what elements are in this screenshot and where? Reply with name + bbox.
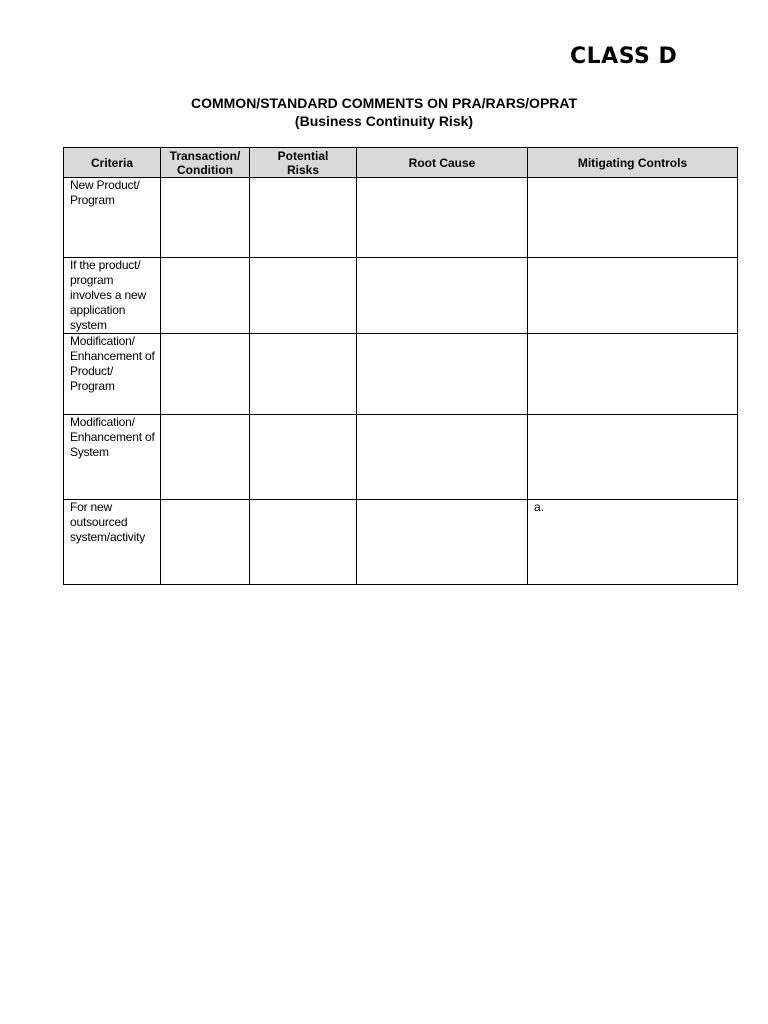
root-cause-cell[interactable]	[357, 334, 528, 415]
criteria-cell: Modification/ Enhancement of System	[64, 415, 161, 500]
table-row	[64, 500, 738, 585]
potential-risks-cell[interactable]	[250, 500, 357, 585]
root-cause-cell[interactable]	[357, 500, 528, 585]
table-row	[64, 415, 738, 500]
column-header-potential-risks-label: Potential Risks	[277, 148, 329, 177]
root-cause-cell[interactable]	[357, 415, 528, 500]
mitigating-controls-cell[interactable]	[528, 258, 738, 334]
potential-risks-cell[interactable]	[250, 415, 357, 500]
table-row	[64, 178, 738, 258]
potential-risks-cell[interactable]	[250, 334, 357, 415]
transaction-cell[interactable]	[161, 258, 250, 334]
mitigating-controls-cell[interactable]: a.	[528, 500, 738, 585]
column-header-transaction-condition	[161, 148, 250, 178]
column-header-root-cause: Root Cause	[357, 148, 528, 178]
document-title	[0, 94, 768, 130]
root-cause-cell[interactable]	[357, 258, 528, 334]
criteria-cell: New Product/ Program	[64, 178, 161, 258]
potential-risks-cell[interactable]	[250, 178, 357, 258]
criteria-cell: If the product/ program involves a new application system	[64, 258, 161, 334]
criteria-cell: For new outsourced system/activity	[64, 500, 161, 585]
title-line-1: COMMON/STANDARD COMMENTS ON PRA/RARS/OPRAT	[190, 95, 578, 111]
mitigating-controls-cell[interactable]	[528, 334, 738, 415]
title-line-2: (Business Continuity Risk)	[294, 113, 474, 129]
transaction-cell[interactable]	[161, 178, 250, 258]
table-header-row	[64, 148, 738, 178]
column-header-criteria: Criteria	[64, 148, 161, 178]
mitigating-controls-cell[interactable]	[528, 415, 738, 500]
potential-risks-cell[interactable]	[250, 258, 357, 334]
comments-table	[63, 147, 738, 585]
transaction-cell[interactable]	[161, 415, 250, 500]
table-row	[64, 334, 738, 415]
table-row	[64, 258, 738, 334]
root-cause-cell[interactable]	[357, 178, 528, 258]
transaction-cell[interactable]	[161, 500, 250, 585]
mitigating-controls-cell[interactable]	[528, 178, 738, 258]
column-header-potential-risks	[250, 148, 357, 178]
class-label: CLASS D	[570, 44, 678, 69]
column-header-transaction-condition-label: Transaction/ Condition	[169, 148, 241, 177]
transaction-cell[interactable]	[161, 334, 250, 415]
criteria-cell: Modification/ Enhancement of Product/ Program	[64, 334, 161, 415]
column-header-mitigating-controls: Mitigating Controls	[528, 148, 738, 178]
